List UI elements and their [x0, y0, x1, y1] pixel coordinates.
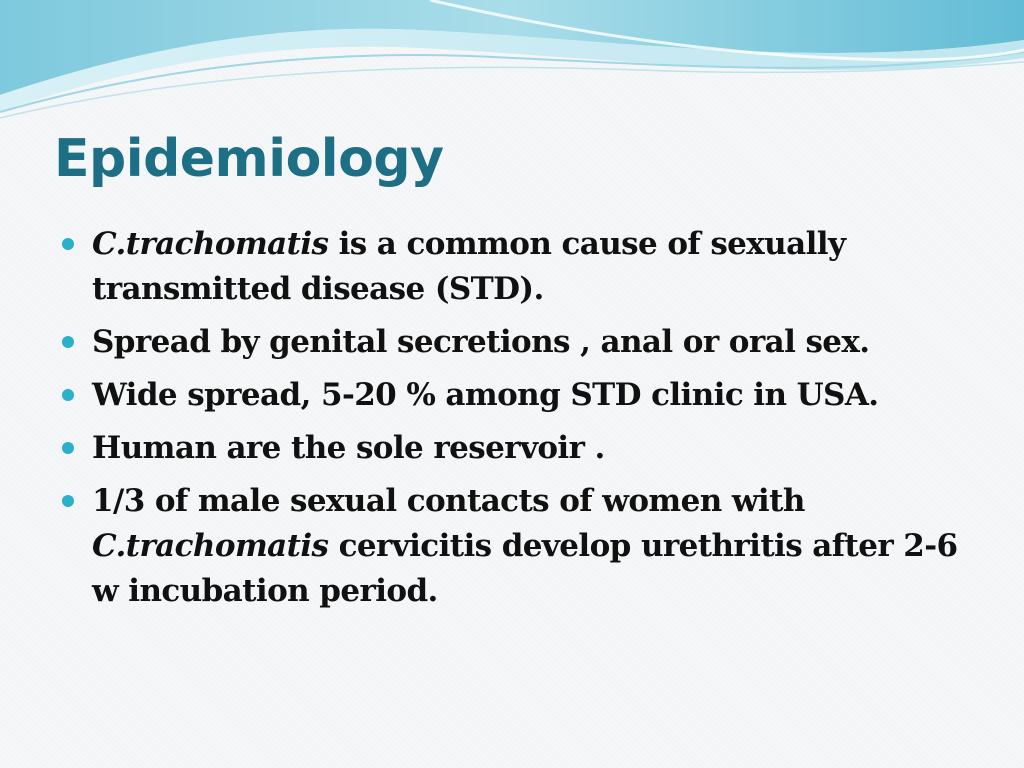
bullet-text: Wide spread, 5-20 % among STD clinic in USA. — [92, 377, 879, 413]
slide-title: Epidemiology — [54, 129, 444, 189]
bullet-item — [62, 426, 962, 471]
bullet-dot-icon — [62, 238, 74, 250]
bullet-list — [62, 222, 962, 622]
bullet-text-post: cervicitis develop urethritis after 2-6 w incubation period. — [92, 528, 958, 609]
bullet-text: Spread by genital secretions , anal or oral sex. — [92, 324, 870, 360]
bullet-item — [62, 320, 962, 365]
organism-name: C.trachomatis — [92, 226, 329, 262]
bullet-dot-icon — [62, 495, 74, 507]
bullet-item — [62, 373, 962, 418]
bullet-item — [62, 222, 962, 312]
organism-name: C.trachomatis — [92, 528, 329, 564]
bullet-text: is a common cause of sexually transmitted disease (STD). — [92, 226, 846, 307]
bullet-dot-icon — [62, 442, 74, 454]
bullet-text-pre: 1/3 of male sexual contacts of women with — [92, 483, 805, 519]
bullet-dot-icon — [62, 336, 74, 348]
bullet-text: Human are the sole reservoir . — [92, 430, 605, 466]
bullet-item — [62, 479, 962, 614]
header-wave-decoration — [0, 0, 1024, 130]
bullet-dot-icon — [62, 389, 74, 401]
